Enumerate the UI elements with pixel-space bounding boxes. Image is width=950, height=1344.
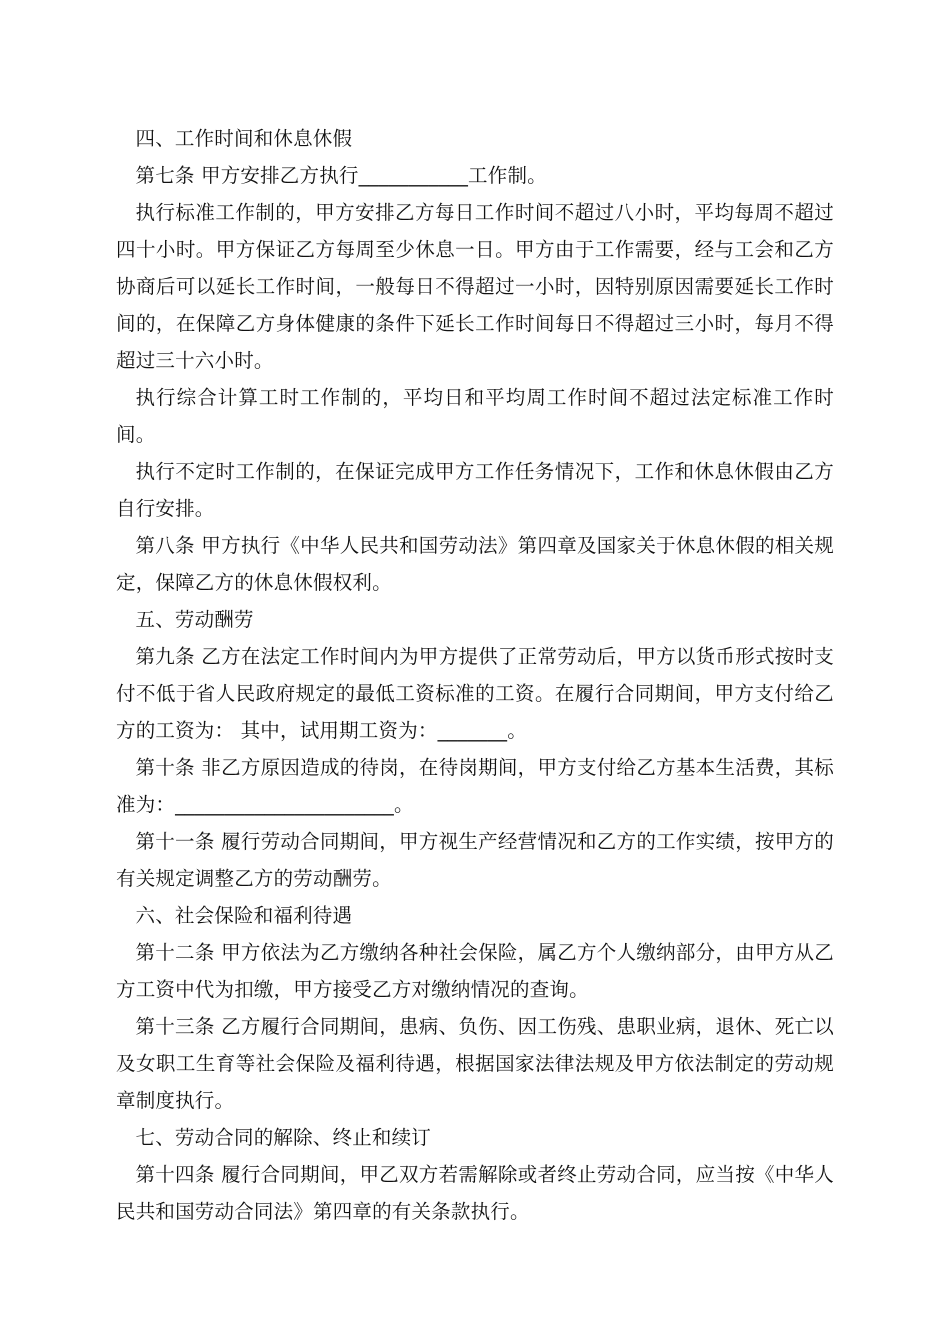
article-11: 第十一条 履行劳动合同期间，甲方视生产经营情况和乙方的工作实绩，按甲方的有关规定调整乙方的劳动酬劳。 <box>116 830 834 890</box>
article-10: 第十条 非乙方原因造成的待岗，在待岗期间，甲方支付给乙方基本生活费，其标准为：______________________。 <box>116 756 834 816</box>
section-heading-social-insurance: 六、社会保险和福利待遇 <box>135 904 353 927</box>
section-heading-termination: 七、劳动合同的解除、终止和续订 <box>135 1126 432 1149</box>
article-14: 第十四条 履行合同期间，甲乙双方若需解除或者终止劳动合同，应当按《中华人民共和国劳动合同法》第四章的有关条款执行。 <box>116 1163 834 1223</box>
article-9: 第九条 乙方在法定工作时间内为甲方提供了正常劳动后，甲方以货币形式按时支付不低于省人民政府规定的最低工资标准的工资。在履行合同期间，甲方支付给乙方的工资为： 其中，试用期工资为：_______。 <box>116 645 834 742</box>
article-8: 第八条 甲方执行《中华人民共和国劳动法》第四章及国家关于休息休假的相关规定，保障乙方的休息休假权利。 <box>116 534 834 594</box>
comprehensive-hours-paragraph: 执行综合计算工时工作制的，平均日和平均周工作时间不超过法定标准工作时间。 <box>116 386 834 446</box>
section-heading-work-hours: 四、工作时间和休息休假 <box>135 127 353 150</box>
section-heading-remuneration: 五、劳动酬劳 <box>135 608 254 631</box>
article-7: 第七条 甲方安排乙方执行___________工作制。 <box>135 164 547 187</box>
standard-work-system-paragraph: 执行标准工作制的，甲方安排乙方每日工作时间不超过八小时，平均每周不超过四十小时。甲方保证乙方每周至少休息一日。甲方由于工作需要，经与工会和乙方协商后可以延长工作时间，一般每日不得超过一小时，因特别原因需要延长工作时间的，在保障乙方身体健康的条件下延长工作时间每日不得超过三小时，每月不得超过三十六小时。 <box>116 201 834 372</box>
flexible-hours-paragraph: 执行不定时工作制的，在保证完成甲方工作任务情况下，工作和休息休假由乙方自行安排。 <box>116 460 834 520</box>
article-12: 第十二条 甲方依法为乙方缴纳各种社会保险，属乙方个人缴纳部分，由甲方从乙方工资中代为扣缴，甲方接受乙方对缴纳情况的查询。 <box>116 941 834 1001</box>
article-13: 第十三条 乙方履行合同期间，患病、负伤、因工伤残、患职业病，退休、死亡以及女职工生育等社会保险及福利待遇，根据国家法律法规及甲方依法制定的劳动规章制度执行。 <box>116 1015 834 1112</box>
